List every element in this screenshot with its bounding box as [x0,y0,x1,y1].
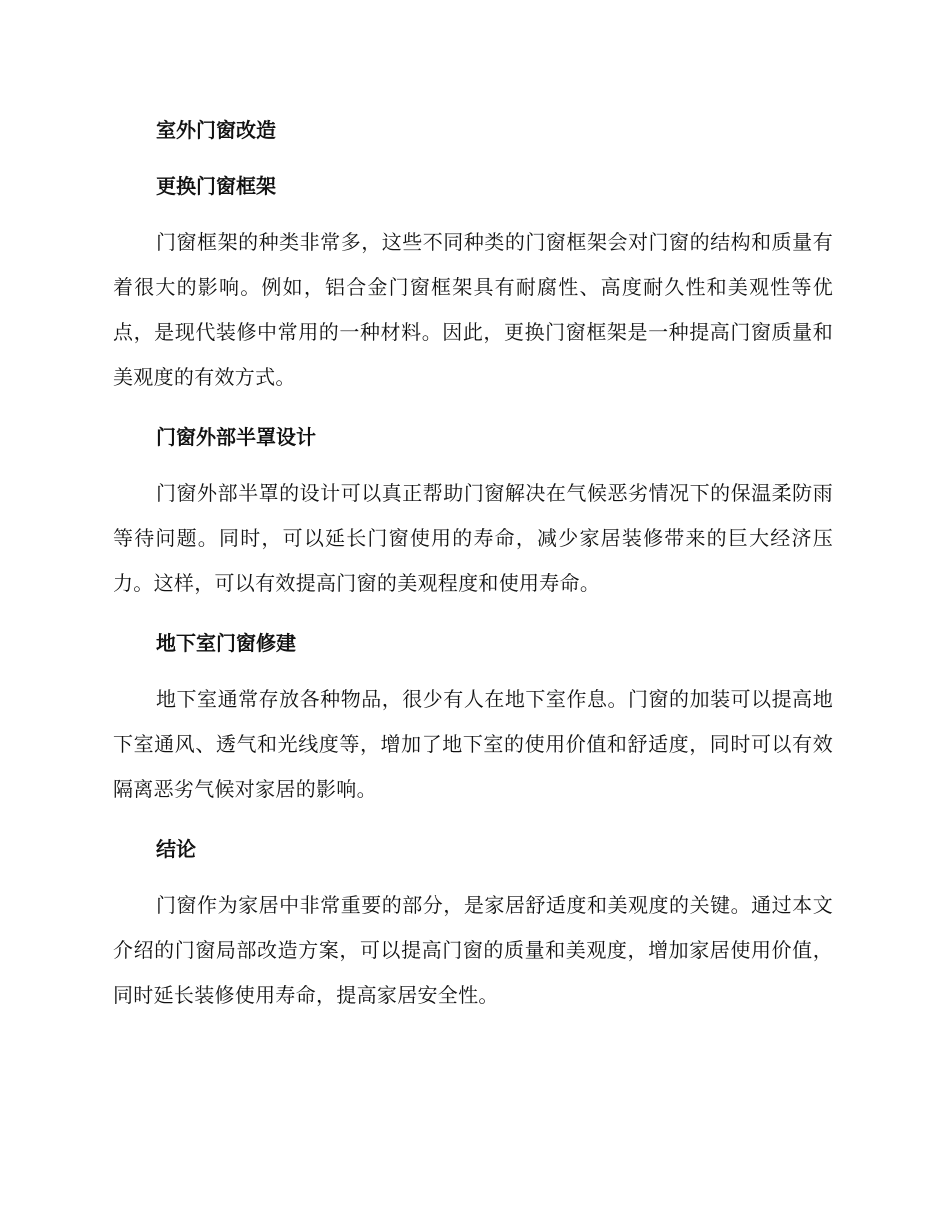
section-heading-conclusion: 结论 [156,837,196,861]
paragraph-conclusion: 门窗作为家居中非常重要的部分，是家居舒适度和美观度的关键。通过本文介绍的门窗局部改造方案，可以提高门窗的质量和美观度，增加家居使用价值，同时延长装修使用寿命，提高家居安全性。 [113,893,833,1007]
paragraph-half-cover: 门窗外部半罩的设计可以真正帮助门窗解决在气候恶劣情况下的保温柔防雨等待问题。同时，可以延长门窗使用的寿命，减少家居装修带来的巨大经济压力。这样，可以有效提高门窗的美观程度和使用寿命。 [113,481,833,595]
paragraph-frame: 门窗框架的种类非常多，这些不同种类的门窗框架会对门窗的结构和质量有着很大的影响。例如，铝合金门窗框架具有耐腐性、高度耐久性和美观性等优点，是现代装修中常用的一种材料。因此，更换门窗框架是一种提高门窗质量和美观度的有效方式。 [113,230,833,389]
section-heading-basement: 地下室门窗修建 [156,631,296,655]
document-page [113,108,833,1033]
section-heading-frame: 更换门窗框架 [156,174,276,198]
section-heading-exterior: 室外门窗改造 [156,118,276,142]
paragraph-basement: 地下室通常存放各种物品，很少有人在地下室作息。门窗的加装可以提高地下室通风、透气和光线度等，增加了地下室的使用价值和舒适度，同时可以有效隔离恶劣气候对家居的影响。 [113,687,833,801]
section-heading-half-cover: 门窗外部半罩设计 [156,425,316,449]
